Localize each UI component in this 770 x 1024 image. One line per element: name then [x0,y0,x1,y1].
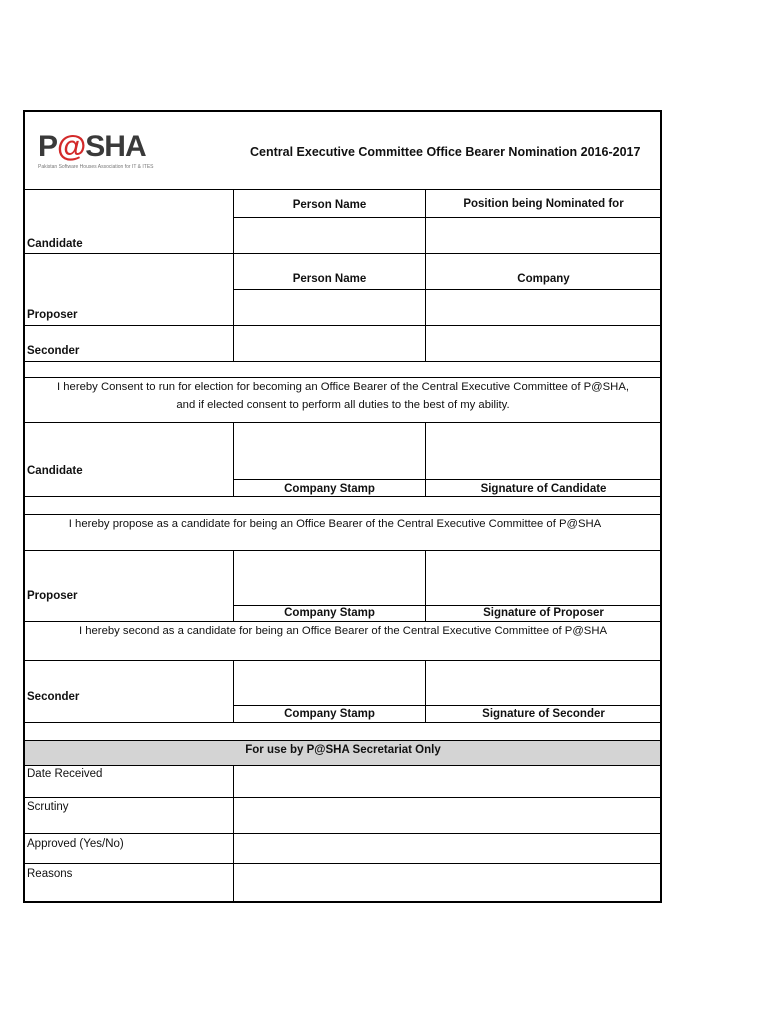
rule [234,479,661,480]
rule [25,496,661,497]
seconder-signature-box[interactable] [426,661,661,705]
form-title: Central Executive Committee Office Bearer Nomination 2016-2017 [250,145,641,159]
rule [234,705,661,706]
proposer-signature-label: Signature of Proposer [483,607,604,619]
logo-tagline: Pakistan Software Houses Association for IT & ITES [38,164,154,170]
date-received-field[interactable] [234,766,661,797]
consent-candidate-label: Candidate [27,465,83,477]
rule [25,189,661,190]
candidate-company-stamp: Company Stamp [284,483,375,495]
logo-p: P [38,130,58,163]
second-statement: I hereby second as a candidate for being an Office Bearer of the Central Executive Committee of P@SHA [78,625,608,637]
rule [25,740,661,741]
rule [25,361,661,362]
seconder-name-field[interactable] [234,326,425,361]
logo-at: @ [57,130,86,163]
proposer-company-stamp: Company Stamp [284,607,375,619]
proposer-label: Proposer [27,309,78,321]
candidate-name-field[interactable] [234,218,425,253]
rule [25,722,661,723]
seconder-stamp-box[interactable] [234,661,425,705]
date-received-label: Date Received [27,768,103,780]
proposer-signature-box[interactable] [426,551,661,605]
candidate-signature-label: Signature of Candidate [480,483,607,495]
approved-field[interactable] [234,834,661,863]
seconder-signature-label: Signature of Seconder [482,708,605,720]
propose-proposer-label: Proposer [27,590,78,602]
consent-line-2: and if elected consent to perform all duties to the best of my ability. [176,399,510,411]
col-position: Position being Nominated for [463,198,624,210]
approved-label: Approved (Yes/No) [27,838,124,850]
proposer-stamp-box[interactable] [234,551,425,605]
rule [25,377,661,378]
consent-line-1: I hereby Consent to run for election for becoming an Office Bearer of the Central Executive Committee of P@SHA, [57,381,629,393]
candidate-position-field[interactable] [426,218,661,253]
propose-statement: I hereby propose as a candidate for being an Office Bearer of the Central Executive Committee of P@SHA [68,518,602,530]
rule [25,253,661,254]
reasons-field[interactable] [234,864,661,902]
scrutiny-field[interactable] [234,798,661,833]
rule [25,514,661,515]
logo-sha: SHA [85,130,146,163]
seconder-company-field[interactable] [426,326,661,361]
proposer-name-field[interactable] [234,290,425,325]
proposer-company-field[interactable] [426,290,661,325]
candidate-signature-box[interactable] [426,423,661,479]
candidate-label: Candidate [27,238,83,250]
seconder-label: Seconder [27,345,80,357]
col-company: Company [517,273,570,285]
scrutiny-label: Scrutiny [27,801,69,813]
candidate-stamp-box[interactable] [234,423,425,479]
second-seconder-label: Seconder [27,691,80,703]
secretariat-heading: For use by P@SHA Secretariat Only [245,744,441,756]
reasons-label: Reasons [27,868,73,880]
rule [25,621,661,622]
col-person-name: Person Name [292,199,367,211]
seconder-company-stamp: Company Stamp [284,708,375,720]
col-person-name-2: Person Name [292,273,367,285]
